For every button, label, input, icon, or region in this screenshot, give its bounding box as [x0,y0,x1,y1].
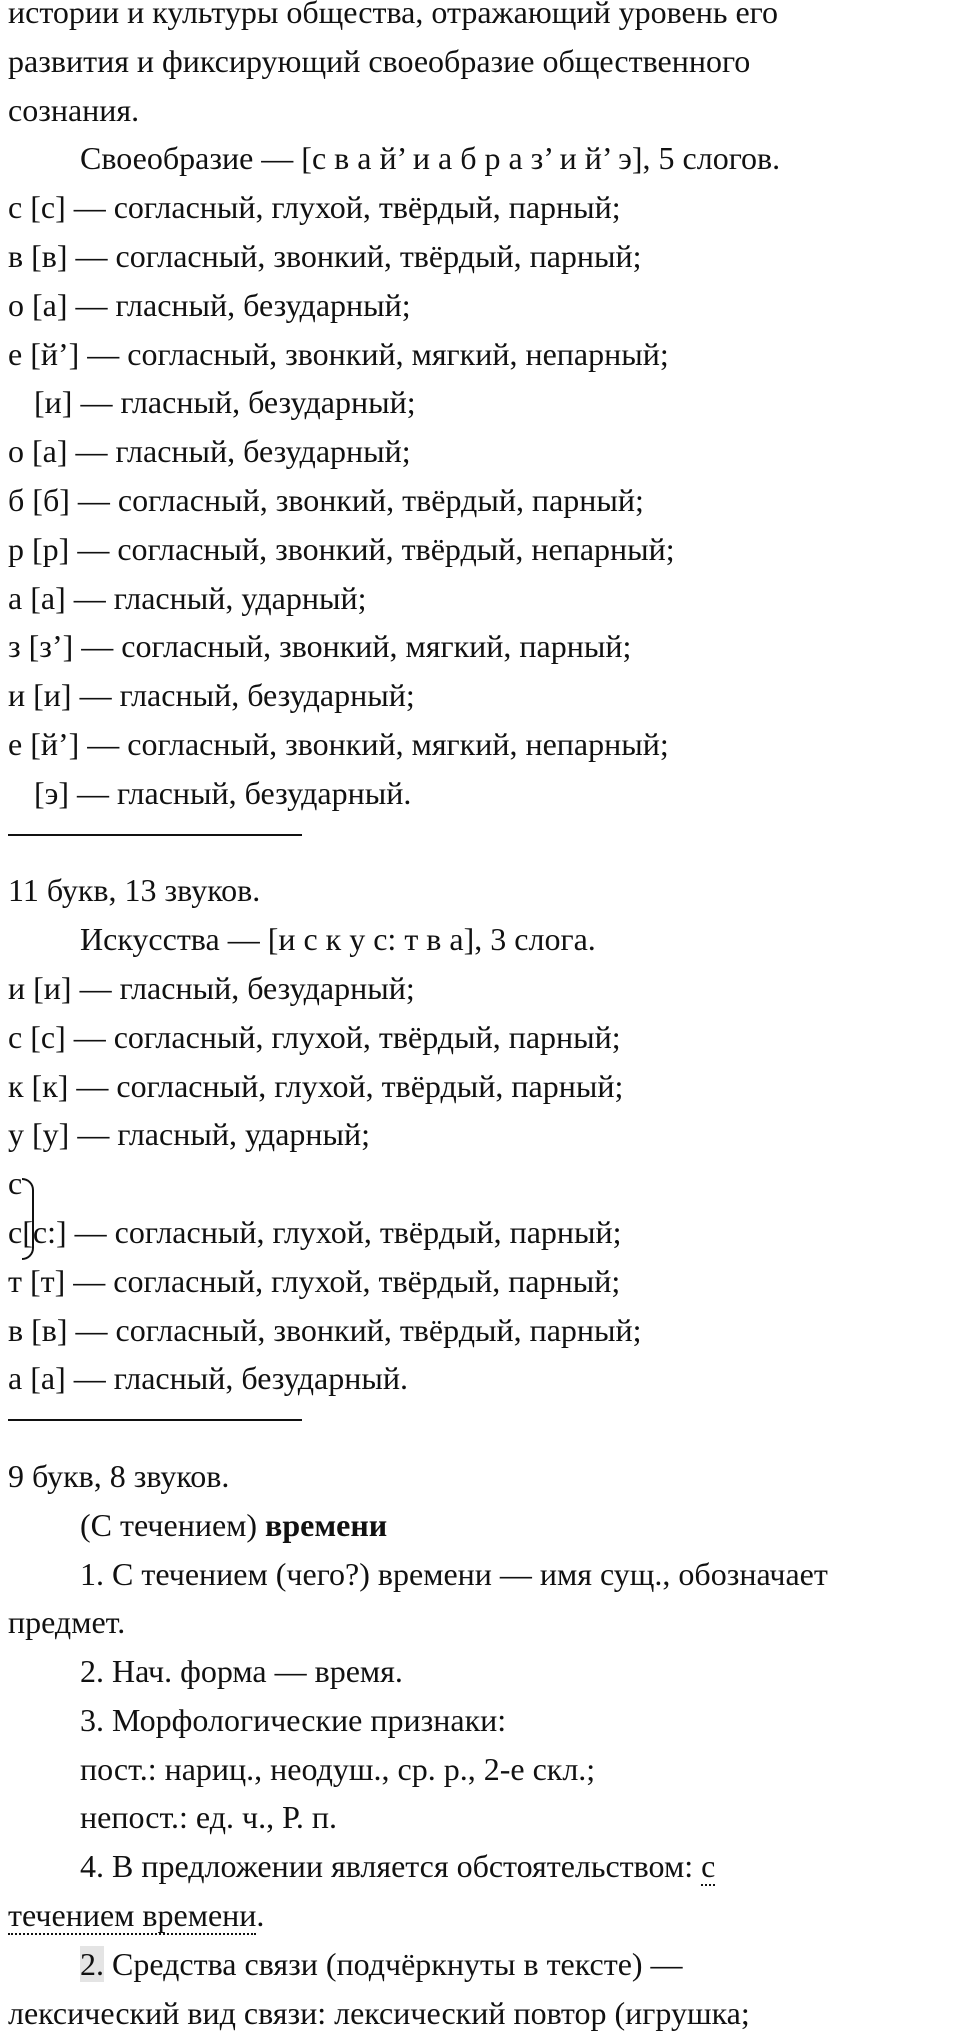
double-letter: с [8,1165,23,1202]
morph-heading-word: времени [265,1506,388,1543]
morph-item-4 [8,1842,958,1891]
sound-line: и [и] — гласный, безударный; [8,677,415,714]
sound-line: а [а] — гласный, ударный; [8,579,367,616]
sound-line: в [в] — согласный, звонкий, твёрдый, парный; [8,1311,642,1348]
sound-line: е [й’] — согласный, звонкий, мягкий, непарный; [8,725,669,762]
sound-line: с [с] — согласный, глухой, твёрдый, парный; [8,189,621,226]
sound-line: о [а] — гласный, безударный; [8,286,411,323]
sound-line: б [б] — согласный, звонкий, твёрдый, парный; [8,481,644,518]
text-line: развития и фиксирующий своеобразие общественного [8,42,751,79]
sound-line: [и] — гласный, безударный; [34,384,416,421]
brace-mark [22,1178,34,1260]
double-letter: с [8,1213,23,1250]
morph-item-1: 1. С течением (чего?) времени — имя сущ., обозначает [80,1555,828,1592]
underlined-word: с [701,1848,716,1885]
morph-item-4-cont [8,1891,958,1940]
text-line: истории и культуры общества, отражающий уровень его [8,0,778,30]
sound-line: т [т] — согласный, глухой, твёрдый, парный; [8,1262,621,1299]
sound-line: р [р] — согласный, звонкий, твёрдый, непарный; [8,530,675,567]
section-2-text: Средства связи (подчёркнуты в тексте) — [104,1945,683,1982]
sound-line: [э] — гласный, безударный. [34,774,412,811]
document-page [8,0,958,2037]
word2-heading: Искусства — [и с к у с: т в а], 3 слога. [80,921,596,958]
morph-item-2: 2. Нач. форма — время. [80,1653,403,1690]
sound-line: в [в] — согласный, звонкий, твёрдый, парный; [8,237,642,274]
double-sound-line [8,1208,958,1257]
sound-line: к [к] — согласный, глухой, твёрдый, парный; [8,1067,624,1104]
sound-line: а [а] — гласный, безударный. [8,1360,408,1397]
morph-heading-plain: (С течением) [80,1506,266,1543]
morph-item-4-prefix: 4. В предложении является обстоятельством: [80,1848,702,1885]
text-line: сознания. [8,91,140,128]
word1-summary: 11 букв, 13 звуков. [8,872,261,909]
section-number-highlight: 2. [80,1945,104,1982]
morph-item-1-cont: предмет. [8,1604,126,1641]
sound-line: е [й’] — согласный, звонкий, мягкий, непарный; [8,335,669,372]
morph-item-3-const: пост.: нариц., неодуш., ср. р., 2-е скл.; [80,1750,596,1787]
double-letter-top [8,1159,958,1208]
sound-line: и [и] — гласный, безударный; [8,969,415,1006]
sound-line: с [с] — согласный, глухой, твёрдый, парный; [8,1018,621,1055]
word1-heading: Своеобразие — [с в а й’ и а б р а з’ и й’ э], 5 слогов. [80,140,781,177]
double-letter-bracket-group [8,1208,22,1257]
divider [8,818,958,867]
word2-summary: 9 букв, 8 звуков. [8,1457,230,1494]
sound-line: о [а] — гласный, безударный; [8,433,411,470]
section-2-line-2: лексический вид связи: лексический повтор (игрушка; [8,1994,750,2031]
underlined-phrase: течением времени [8,1897,257,1934]
double-sound-text: [с:] — согласный, глухой, твёрдый, парный; [22,1213,622,1250]
sound-line: з [з’] — согласный, звонкий, мягкий, парный; [8,628,632,665]
morph-heading [8,1501,958,1550]
section-2-line-1 [8,1940,958,1989]
morph-item-3-nonconst: непост.: ед. ч., Р. п. [80,1799,337,1836]
divider [8,1403,958,1452]
sound-line: у [у] — гласный, ударный; [8,1116,371,1153]
morph-item-4-suffix: . [256,1897,265,1934]
morph-item-3: 3. Морфологические признаки: [80,1701,507,1738]
